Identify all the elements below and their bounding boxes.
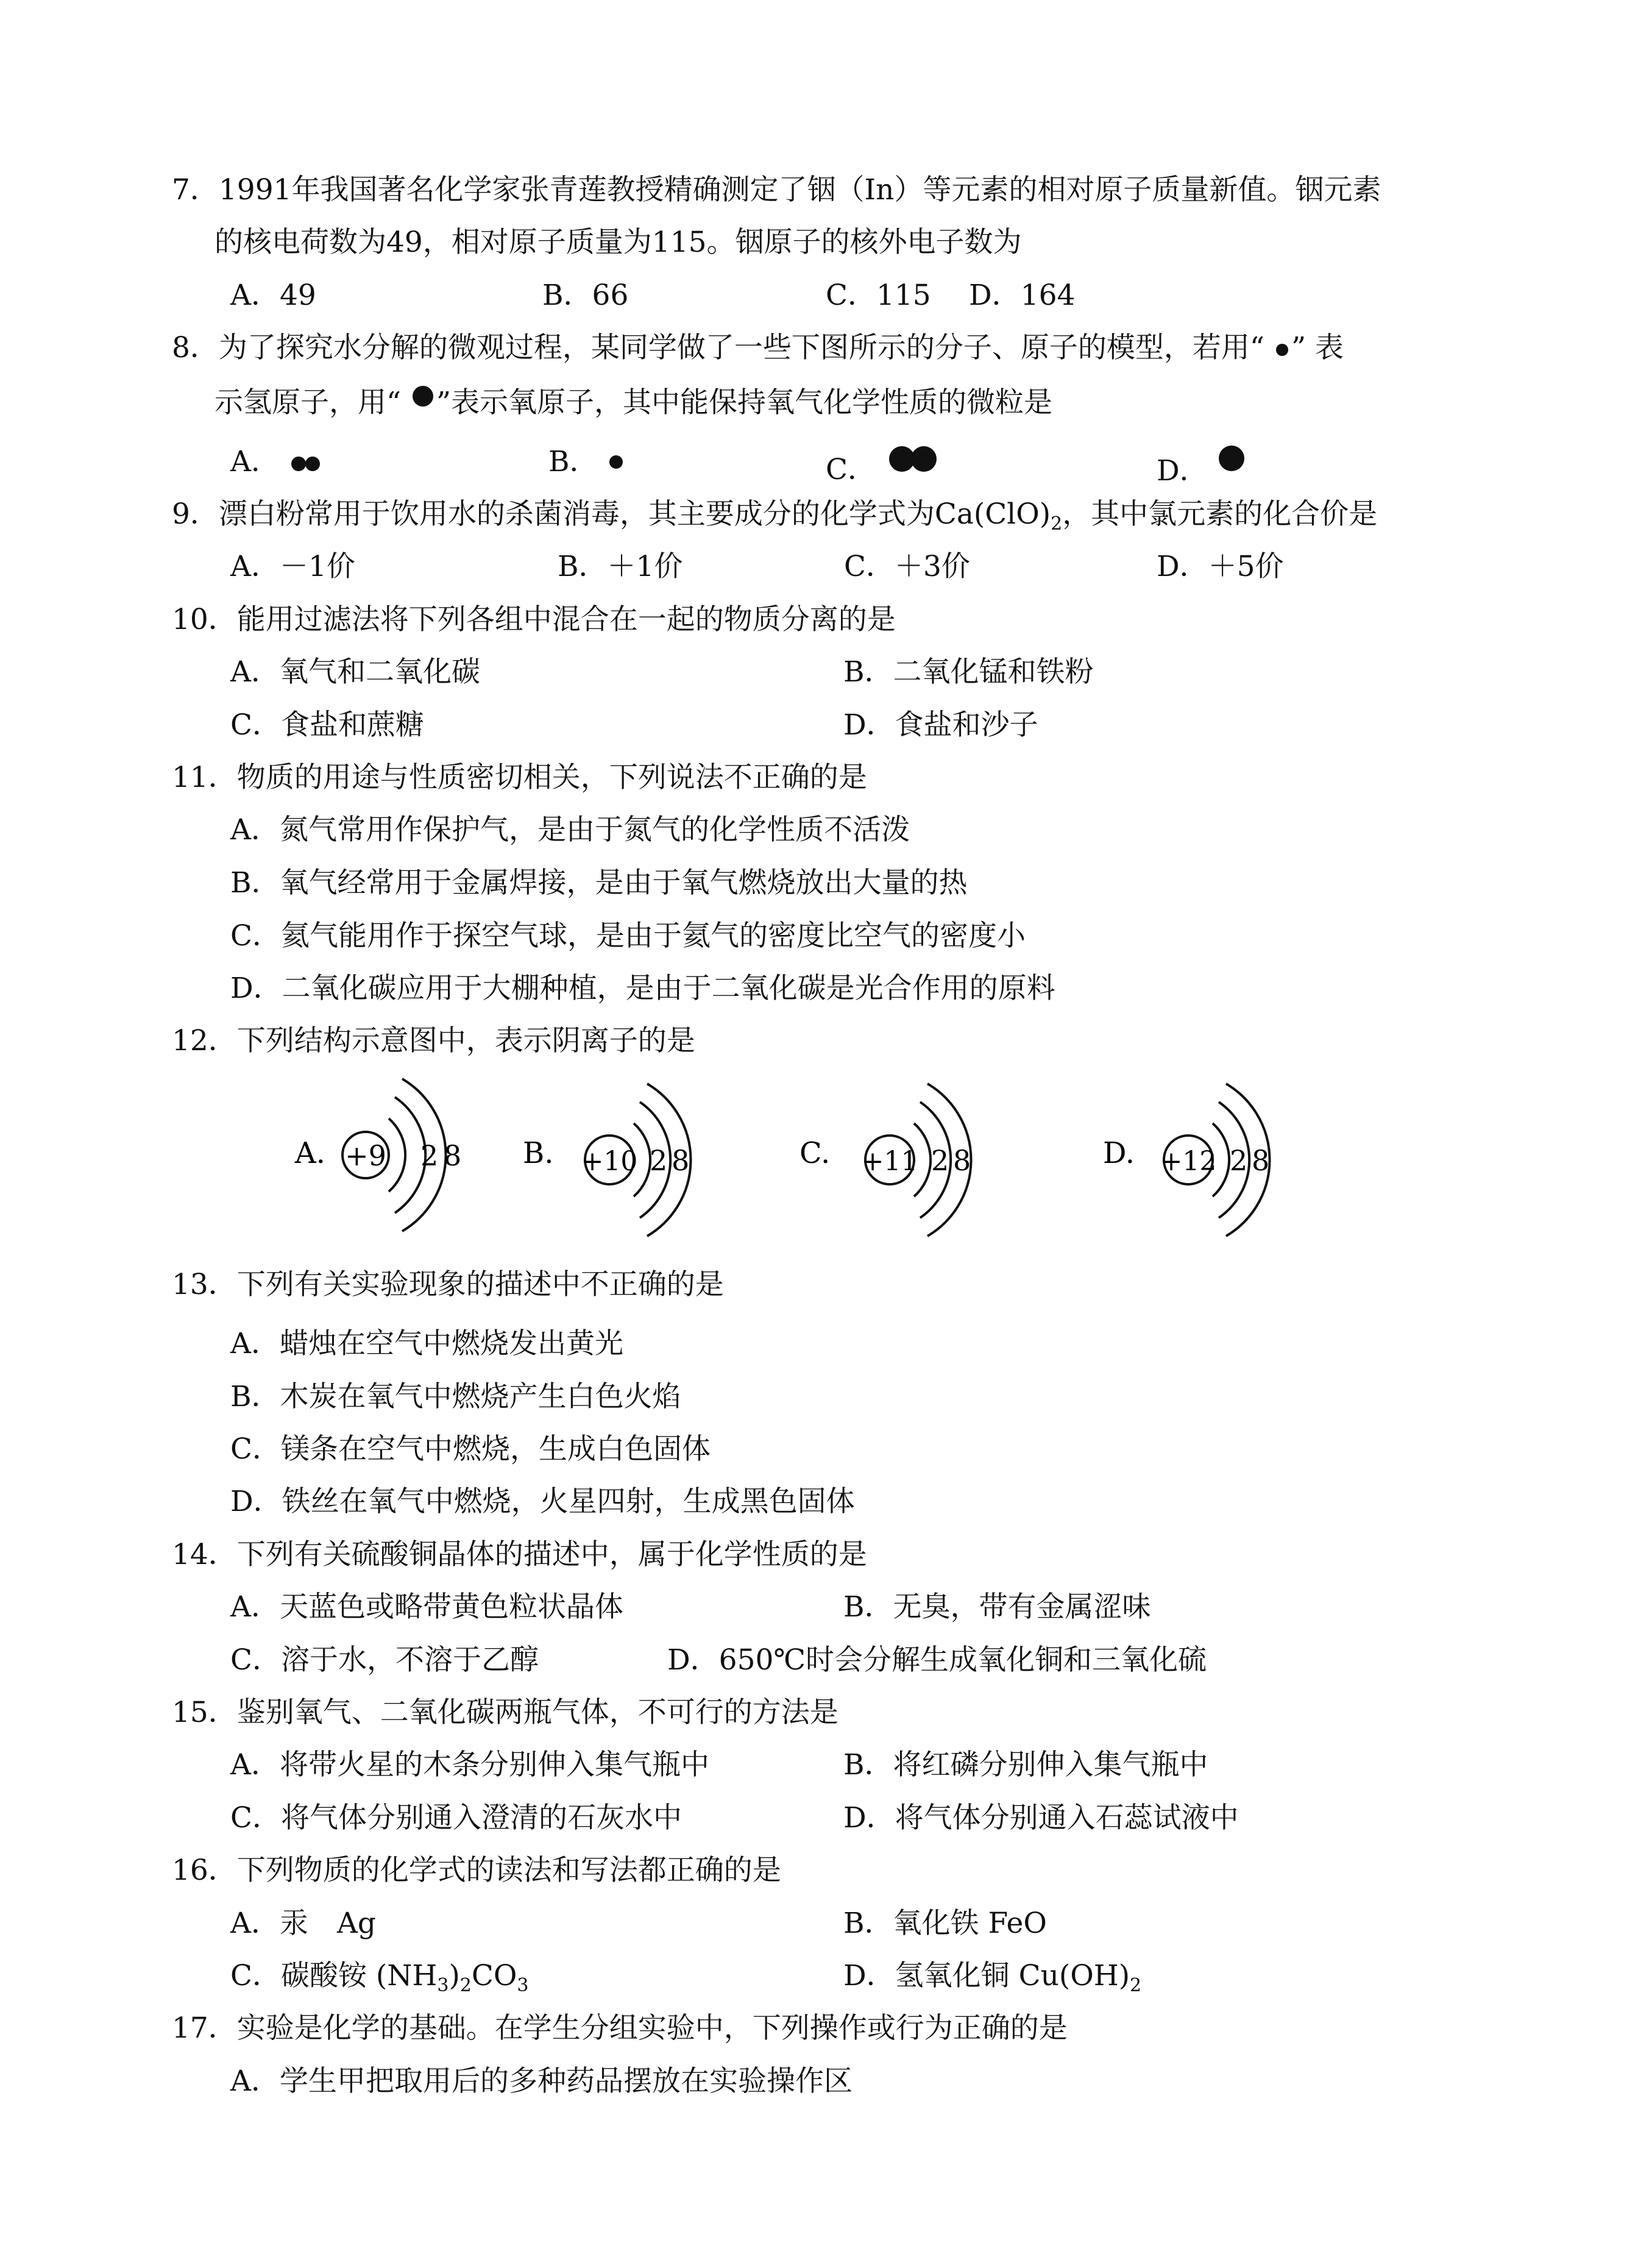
q14-option-b: B．无臭，带有金属涩味 — [843, 1590, 1151, 1624]
diagram-a-shell-2: 8 — [444, 1139, 462, 1172]
q16-option-c: C．碳酸铵 $(NH_3)_2CO_3$ — [230, 1959, 529, 1996]
q17-stem: 17．实验是化学的基础。在学生分组实验中，下列操作或行为正确的是 — [172, 2011, 1068, 2045]
q14-option-d: D．650℃时会分解生成氧化铜和三氧化硫 — [667, 1643, 1207, 1677]
q7-option-b: B．66 — [542, 279, 629, 312]
q15-stem: 15．鉴别氧气、二氧化碳两瓶气体，不可行的方法是 — [172, 1696, 838, 1729]
q16-stem: 16．下列物质的化学式的读法和写法都正确的是 — [172, 1854, 781, 1887]
q15-option-b: B．将红磷分别伸入集气瓶中 — [843, 1748, 1208, 1782]
diagram-d-shell-1: 2 — [1230, 1144, 1248, 1177]
q16-option-d: D．氢氧化铜 $Cu(OH)_2$ — [843, 1959, 1142, 1996]
q10-stem: 10．能用过滤法将下列各组中混合在一起的物质分离的是 — [172, 603, 896, 636]
q8-stem-line2: 示氢原子，用“ ”表示氧原子，其中能保持氧气化学性质的微粒是 — [214, 383, 1052, 421]
q10-option-c: C．食盐和蔗糖 — [230, 708, 424, 742]
diagram-c-shell-1: 2 — [931, 1144, 949, 1177]
structure-diagram-d — [1103, 1084, 1270, 1236]
q17-option-a: A．学生甲把取用后的多种药品摆放在实验操作区 — [230, 2064, 853, 2098]
q15-option-a: A．将带火星的木条分别伸入集气瓶中 — [230, 1748, 709, 1782]
q8-option-c: C． — [826, 444, 943, 488]
q13-option-c: C．镁条在空气中燃烧，生成白色固体 — [230, 1432, 711, 1466]
q9-option-c: C．＋3价 — [844, 550, 970, 583]
diagram-d-label: D. — [1103, 1136, 1135, 1170]
diagram-b-label: B. — [523, 1136, 554, 1170]
diagram-b-shell-2: 8 — [672, 1144, 690, 1177]
q16-option-a: A．汞 Ag — [230, 1907, 376, 1940]
q8-option-d: D． — [1157, 444, 1247, 489]
q8-option-b: B． — [548, 444, 628, 480]
q9-stem: 9．漂白粉常用于饮用水的杀菌消毒，其主要成分的化学式为$Ca(ClO)_2$，其中氯元素的化合价是 — [172, 497, 1378, 535]
q10-option-d: D．食盐和沙子 — [843, 708, 1038, 742]
q7-option-c: C．115 — [826, 279, 931, 312]
q14-option-a: A．天蓝色或略带黄色粒状晶体 — [230, 1590, 623, 1624]
q7-option-a: A．49 — [230, 279, 316, 312]
q13-option-b: B．木炭在氧气中燃烧产生白色火焰 — [230, 1380, 681, 1413]
q7-stem-line1: 7．1991年我国著名化学家张青莲教授精确测定了铟（In）等元素的相对原子质量新值。铟元素 — [172, 173, 1381, 207]
q12-stem: 12．下列结构示意图中，表示阴离子的是 — [172, 1024, 695, 1058]
q16-option-b: B．氧化铁 FeO — [843, 1907, 1047, 1940]
q11-stem: 11．物质的用途与性质密切相关，下列说法不正确的是 — [172, 761, 867, 794]
structure-diagram-a — [294, 1079, 461, 1231]
diagram-b-nucleus: +10 — [581, 1146, 638, 1177]
q7-option-d: D．164 — [969, 279, 1076, 312]
q15-option-d: D．将气体分别通入石蕊试液中 — [843, 1801, 1239, 1835]
diagram-a-nucleus: +9 — [345, 1139, 386, 1172]
q9-option-b: B．＋1价 — [558, 550, 683, 583]
q8-option-a: A． — [230, 444, 325, 480]
structure-diagram-c — [800, 1084, 971, 1236]
q9-option-d: D．＋5价 — [1157, 550, 1284, 583]
diagram-c-nucleus: +11 — [861, 1146, 918, 1177]
diagram-c-shell-2: 8 — [953, 1144, 971, 1177]
diagram-a-shell-1: 2 — [420, 1139, 439, 1172]
q14-option-c: C．溶于水，不溶于乙醇 — [230, 1643, 539, 1677]
diagram-d-nucleus: +12 — [1160, 1146, 1217, 1177]
q14-stem: 14．下列有关硫酸铜晶体的描述中，属于化学性质的是 — [172, 1538, 867, 1571]
q13-option-a: A．蜡烛在空气中燃烧发出黄光 — [230, 1327, 623, 1360]
diagram-a-label: A. — [295, 1136, 325, 1170]
q11-option-b: B．氧气经常用于金属焊接，是由于氧气燃烧放出大量的热 — [230, 866, 968, 900]
q10-option-b: B．二氧化锰和铁粉 — [843, 655, 1094, 689]
diagram-c-label: C. — [800, 1136, 831, 1170]
q8-stem-line1: 8．为了探究水分解的微观过程，某同学做了一些下图所示的分子、原子的模型，若用“ ” 表 — [172, 331, 1344, 364]
q13-stem: 13．下列有关实验现象的描述中不正确的是 — [172, 1268, 724, 1301]
q10-option-a: A．氧气和二氧化碳 — [230, 655, 480, 689]
q13-option-d: D．铁丝在氧气中燃烧，火星四射，生成黑色固体 — [230, 1485, 855, 1518]
q11-option-c: C．氦气能用作于探空气球，是由于氦气的密度比空气的密度小 — [230, 919, 1026, 953]
q15-option-c: C．将气体分别通入澄清的石灰水中 — [230, 1801, 682, 1835]
q9-option-a: A．－1价 — [230, 550, 355, 583]
q7-stem-line2: 的核电荷数为49，相对原子质量为115。铟原子的核外电子数为 — [214, 226, 1022, 259]
q11-option-a: A．氮气常用作保护气，是由于氮气的化学性质不活泼 — [230, 813, 910, 847]
structure-diagram-b — [523, 1084, 691, 1236]
diagram-b-shell-1: 2 — [650, 1144, 668, 1177]
diagram-d-shell-2: 8 — [1252, 1144, 1270, 1177]
q11-option-d: D．二氧化碳应用于大棚种植，是由于二氧化碳是光合作用的原料 — [230, 972, 1055, 1005]
